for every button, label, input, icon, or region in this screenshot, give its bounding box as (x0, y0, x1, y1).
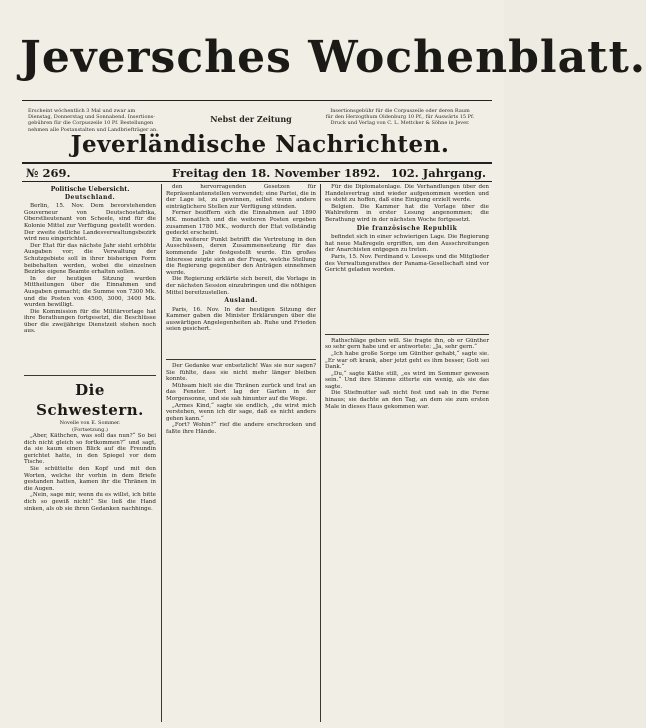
info-line: Druck und Verlag von C. L. Mettcker & Söhne in Jever. (330, 120, 470, 127)
info-line: für den Herzogthum Oldenburg 10 Pf., für Auswärts 15 Pf. (325, 114, 475, 121)
story-continuation: (Fortsetzung.) (72, 426, 108, 433)
paragraph: den hervorragenden Gesetzen für Repräsentantenstellen verwendet; eine Partei, die in der Lage ist, zu gewinnen, selbst wenn andere einträglichere Stellen zur Verfügung stünden. (166, 184, 316, 210)
column-news (166, 184, 316, 722)
paragraph: Sie schüttelte den Kopf und mit den Worten, welche ihr vorhin in dem Briefe gestanden hatten, kamen ihr die Thränen in die Augen. (24, 466, 156, 492)
infobar-bottom-rule (22, 181, 492, 182)
newspaper-subtitle: Jeverländische Nachrichten. (70, 131, 450, 158)
issue-info-bar (22, 165, 492, 181)
story-title: Die Schwestern. (36, 381, 144, 420)
infobar-top-rule (22, 162, 492, 164)
paragraph: Die Stiefmutter saß nicht fest und sah in die Ferne hinaus; sie dachte an den Tag, an dem sie zum ersten Male in dieses Haus gekommen war. (325, 390, 489, 410)
story-byline: Novelle von E. Sommer. (59, 420, 121, 427)
volume-year: 102. Jahrgang. (390, 166, 486, 180)
story-divider (325, 334, 489, 335)
issue-date: Freitag den 18. November 1892. (172, 166, 381, 180)
paragraph: Berlin, 15. Nov. Dem bevorstehenden Gouverneur von Deutschostafrika, Oberstlieutenant von Scheele, sind für die Kolonie Mittel zur Verfügung gestellt worden. Der zweite östliche Landesverwaltungsbezirk wird neu eingerichtet. (24, 203, 156, 243)
column-politics (24, 184, 156, 722)
section-heading: Politische Uebersicht. (50, 185, 130, 193)
masthead (20, 22, 646, 94)
paragraph: befindet sich in einer schwierigen Lage. Die Regierung hat neue Maßregeln ergriffen, um den Ausschreitungen der Anarchisten entgegen zu treten. (325, 234, 489, 254)
paragraph: Die Regierung erklärte sich bereit, die Vorlage in der nächsten Session einzubringen und die nöthigen Mittel bereitzustellen. (166, 276, 316, 296)
subsection-heading: Die französische Republik (356, 224, 458, 232)
paragraph: Für die Diplomatenlage. Die Verhandlungen über den Handelsvertrag sind wieder aufgenommen worden und es steht zu hoffen, daß eine Einigung erzielt werde. (325, 184, 489, 204)
issue-number: № 269. (26, 166, 71, 180)
paragraph: Der Etat für das nächste Jahr sieht erhöhte Ausgaben vor; die Verwaltung der Schutzgebiete soll in ihrer bisherigen Form beibehalten werden, wobei die einzelnen Bezirke eigene Beamte erhalten sollen. (24, 242, 156, 276)
supplement-note: Nebst der Zeitung (210, 114, 292, 124)
story-divider (24, 375, 156, 376)
paragraph: Der Gedanke war entsetzlich! Was sie nur sagen? Sie fühlte, dass sie nicht mehr länger bleiben konnte. (166, 363, 316, 383)
paragraph: „Ich habe große Sorge um Günther gehabt,“ sagte sie. „Er war oft krank, aber jetzt geht es ihm besser, Gott sei Dank.“ (325, 350, 489, 371)
paragraph: Ferner beziffern sich die Einnahmen auf 1890 MK. monatlich und die weiteren Posten ergeben zusammen 1780 MK., wodurch der Etat vollständig gedeckt erscheint. (166, 210, 316, 237)
paragraph: Die Kommission für die Militärvorlage hat ihre Berathungen fortgesetzt, die Beschlüsse über die zweijährige Dienstzeit stehen noch aus. (24, 308, 156, 335)
info-line: Dienstag, Donnerstag und Sonnabend. Insertions- (28, 114, 155, 121)
paragraph: „Nein, sage mir, wenn du es willst, ich bitte dich so gewiß nicht!“ Sie ließ die Hand sinken, als ob sie ihren Gedanken nachhinge. (24, 492, 156, 512)
paragraph: „Armes Kind,“ sagte sie endlich, „du wirst mich verstehen, wenn ich dir sage, daß es nicht anders gehen kann.“ (166, 402, 316, 422)
info-line: gebühren für die Corpuszeile 10 Pf. Bestellungen (28, 120, 154, 127)
subsection-heading: Ausland. (224, 297, 258, 305)
paragraph: Belgien. Die Kammer hat die Vorlage über die Wahlreform in erster Lesung angenommen; die Berathung wird in der nächsten Woche fortgesetzt. (325, 203, 489, 223)
info-line: Erscheint wöchentlich 3 Mal und zwar am (28, 108, 136, 114)
story-divider (166, 359, 316, 360)
paragraph: „Fort? Wohin?“ rief die andere erschrocken und faßte ihre Hände. (166, 422, 316, 435)
paragraph: „Aber, Käthchen, was soll das nun?“ So bei dich nicht gleich so fortkommen?“ und sagt, da sie kaum einen Blick auf die Freundin gerichtet hatte, in den Spiegel vor dem Tische. (24, 433, 156, 466)
subsection-heading: Deutschland. (64, 193, 116, 201)
masthead-rule (22, 100, 492, 101)
column-divider (320, 184, 321, 722)
paragraph: Paris, 16. Nov. In der heutigen Sitzung der Kammer gaben die Minister Erklärungen über die auswärtigen Angelegenheiten ab. Ruhe und Frieden seien gesichert. (166, 306, 316, 333)
paragraph: In der heutigen Sitzung wurden Mittheilungen über die Einnahmen und Ausgaben gemacht; die Summe von 7300 Mk. und die Posten von 4500, 3000, 3400 Mk. wurden bewilligt. (24, 275, 156, 309)
paragraph: Paris, 15. Nov. Ferdinand v. Lesseps und die Mitglieder des Verwaltungsrathes der Panama-Gesellschaft sind vor Gericht geladen worden. (325, 253, 489, 274)
info-line: Insertionsgebühr für die Corpuszeile oder deren Raum (330, 108, 470, 114)
info-line: nehmen alle Postanstalten und Landbriefträger an. (28, 126, 158, 133)
paragraph: Mühsam hielt sie die Thränen zurück und trat an das Fenster. Dort lag der Garten in der Morgensonne, und sie sah hinunter auf die Wege. (166, 382, 316, 403)
column-divider (161, 184, 162, 722)
paragraph: Rathschläge geben will. Sie fragte ihn, ob er Günther so sehr gern habe und er antwortete: „Ja, sehr gern.“ (325, 337, 489, 351)
paragraph: „Du,“ sagte Käthe still, „es wird im Sommer gewesen sein.“ Und ihre Stimme zitterte ein wenig, als sie das sagte. (325, 370, 489, 390)
newspaper-title: Jeversches Wochenblatt. (20, 32, 646, 83)
publication-info-right (310, 108, 490, 127)
paragraph: Ein weiterer Punkt betrifft die Vertretung in den Ausschüssen, deren Zusammensetzung für das kommende Jahr festgestellt wurde. Ein großes Interesse zeigte sich an der Frage, welche Stellung die Regierung gegenüber den Anträgen einnehmen werde. (166, 236, 316, 276)
column-foreign (325, 184, 489, 722)
